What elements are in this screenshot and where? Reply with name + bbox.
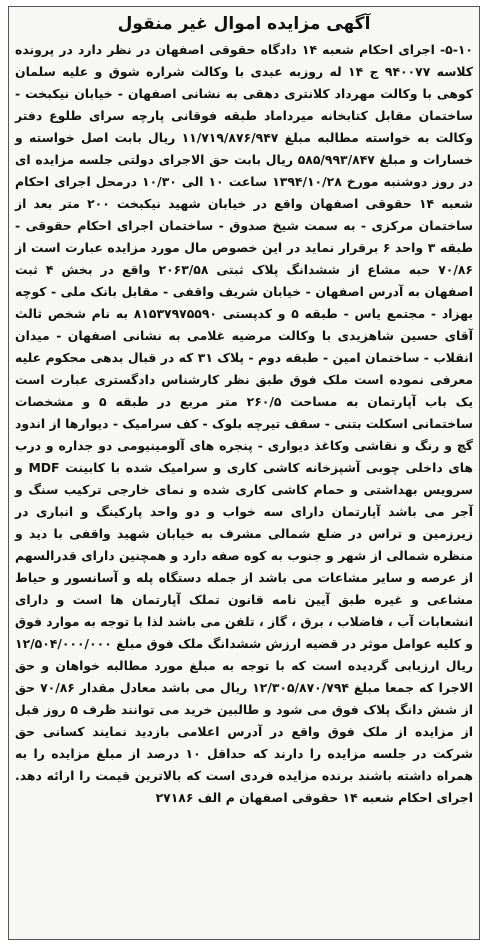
notice-title: آگهی مزایده اموال غیر منقول	[117, 14, 371, 34]
notice-body: ۵-۱۰- اجرای احکام شعبه ۱۴ دادگاه حقوقی اصفهان در نظر دارد در پرونده کلاسه ۹۴۰۰۷۷ ج ۱۴ له روزبه عبدی با وکالت شراره شوق و علیه سلمان کوهی با وکالت مهرداد کلانتری دهقی به نشانی اصفهان - خیابان نیکبخت - ساختمان مقابل کتابخانه میرداماد طبقه فوقانی پارچه سرای طلوع دفتر وکالت به خواسته مطالبه مبلغ ۱۱/۷۱۹/۸۷۶/۹۴۷ ریال بابت اصل خواسته و خسارات و مبلغ ۵۸۵/۹۹۳/۸۴۷ ریال بابت حق الاجرای دولتی جلسه مزایده ای در روز دوشنبه مورخ ۱۳۹۴/۱۰/۲۸ ساعت ۱۰ الی ۱۰/۳۰ درمحل اجرای احکام شعبه ۱۴ حقوقی اصفهان واقع در خیابان شهید نیکبخت ۲۰۰ متر بعد از ساختمان مرکزی - به سمت شیخ صدوق - ساختمان اجرای احکام حقوقی - طبقه ۳ واحد ۶ برقرار نماید در این خصوص مال مورد مزایده عبارت است از ۷۰/۸۶ حبه مشاع از ششدانگ پلاک ثبتی ۲۰۶۳/۵۸ واقع در بخش ۴ ثبت اصفهان به آدرس اصفهان - خیابان شریف واقفی - مقابل بانک ملی - کوچه بهزاد - مجتمع یاس - طبقه ۵ و کدپستی ۸۱۵۳۷۹۷۵۵۹۰ به نام شخص ثالث آقای حسین شاهزیدی با وکالت مرضیه غلامی به نشانی اصفهان - میدان انقلاب - ساختمان امین - طبقه دوم - پلاک ۳۱ که در قبال بدهی محکوم علیه معرفی نموده است ملک فوق طبق نظر کارشناس دادگستری عبارت است یک باب آپارتمان به مساحت ۲۶۰/۵ متر مربع در طبقه ۵ و مشخصات ساختمانی اسکلت بتنی - سقف تیرچه بلوک - کف سرامیک - دیوارها از اندود گچ و رنگ و نقاشی وکاغذ دیواری - پنجره های آلومینیومی دو جداره و درب های داخلی چوبی آشپزخانه کاشی کاری و سرامیک شده با کابینت MDF و سرویس بهداشتی و حمام کاشی کاری شده و نمای خارجی ترکیب سنگ و آجر می باشد آپارتمان دارای سه خواب و دو واحد پارکینگ و انباری در زیرزمین و تراس در ضلع شمالی مشرف به خیابان شهید واقفی با دید و منظره شمالی از شهر و جنوب به کوه صفه دارد و همچنین دارای قدرالسهم از عرصه و سایر مشاعات می باشد از جمله دستگاه پله و آسانسور و حیاط مشاعی و غیره طبق آیین نامه قانون تملک آپارتمان ها است و دارای انشعابات آب ، فاضلاب ، برق ، گاز ، تلفن می باشد لذا با توجه به موارد فوق و کلیه عوامل موثر در قضیه ارزش ششدانگ ملک فوق مبلغ ۱۲/۵۰۴/۰۰۰/۰۰۰ ریال ارزیابی گردیده است که با توجه به مبلغ مورد مطالبه خواهان و حق الاجرا که جمعا مبلغ ۱۲/۳۰۵/۸۷۰/۷۹۴ ریال می باشد معادل مقدار ۷۰/۸۶ حق از شش دانگ پلاک فوق می شود و طالبین خرید می توانند ظرف ۵ روز قبل از مزایده از ملک فوق واقع در آدرس اعلامی بازدید نمایند کسانی حق شرکت در جلسه مزایده را دارند که حداقل ۱۰ درصد از مبلغ مزایده را به همراه داشته باشند برنده مزایده فردی است که بالاترین قیمت را ارائه دهد. اجرای احکام شعبه ۱۴ حقوقی اصفهان م الف ۲۷۱۸۶	[15, 42, 474, 805]
auction-notice	[8, 6, 480, 940]
